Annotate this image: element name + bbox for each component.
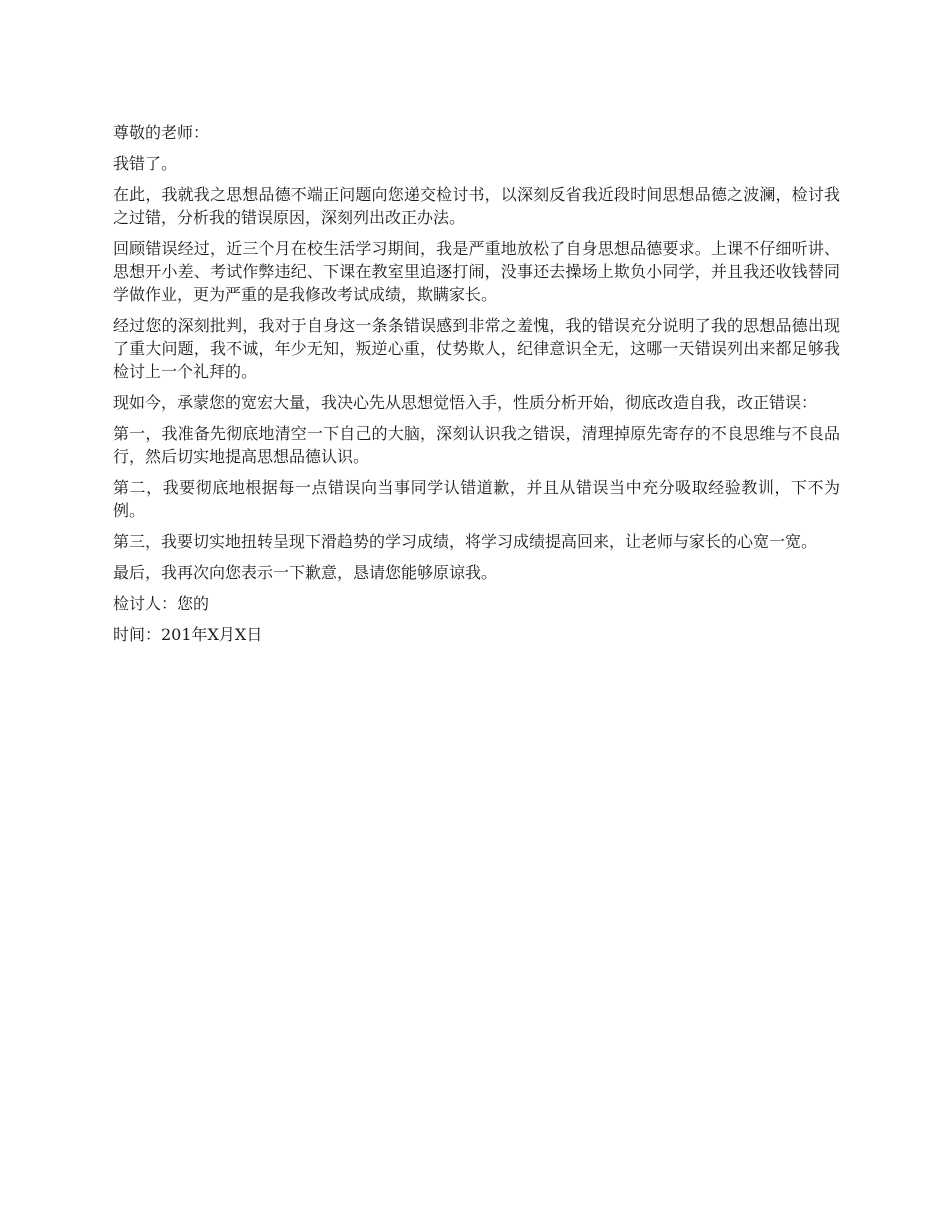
paragraph-apology: 我错了。 — [113, 154, 178, 173]
paragraph-introduction: 在此，我就我之思想品德不端正问题向您递交检讨书，以深刻反省我近段时间思想品德之波澜，检讨我之过错，分析我的错误原因，深刻列出改正办法。 — [113, 185, 840, 227]
document-page — [113, 121, 840, 654]
paragraph-point-two: 第二，我要彻底地根据每一点错误向当事同学认错道歉，并且从错误当中充分吸取经验教训，下不为例。 — [113, 478, 840, 520]
date-line: 时间：201年X月X日 — [113, 625, 263, 644]
paragraph-closing: 最后，我再次向您表示一下歉意，恳请您能够原谅我。 — [113, 563, 498, 582]
paragraph-reflection: 经过您的深刻批判，我对于自身这一条条错误感到非常之羞愧，我的错误充分说明了我的思想品德出现了重大问题，我不诚，年少无知，叛逆心重，仗势欺人，纪律意识全无，这哪一天错误列出来都足够我检讨上一个礼拜的。 — [113, 316, 840, 381]
paragraph-resolution: 现如今，承蒙您的宽宏大量，我决心先从思想觉悟入手，性质分析开始，彻底改造自我，改正错误： — [113, 393, 818, 412]
paragraph-point-one: 第一，我准备先彻底地清空一下自己的大脑，深刻认识我之错误，清理掉原先寄存的不良思维与不良品行，然后切实地提高思想品德认识。 — [113, 424, 840, 466]
signature: 检讨人：您的 — [113, 594, 210, 613]
paragraph-point-three: 第三，我要切实地扭转呈现下滑趋势的学习成绩，将学习成绩提高回来，让老师与家长的心宽一宽。 — [113, 532, 818, 551]
paragraph-review: 回顾错误经过，近三个月在校生活学习期间，我是严重地放松了自身思想品德要求。上课不仔细听讲、思想开小差、考试作弊违纪、下课在教室里追逐打闹，没事还去操场上欺负小同学，并且我还收钱替同学做作业，更为严重的是我修改考试成绩，欺瞒家长。 — [113, 239, 840, 304]
salutation: 尊敬的老师： — [113, 123, 210, 142]
